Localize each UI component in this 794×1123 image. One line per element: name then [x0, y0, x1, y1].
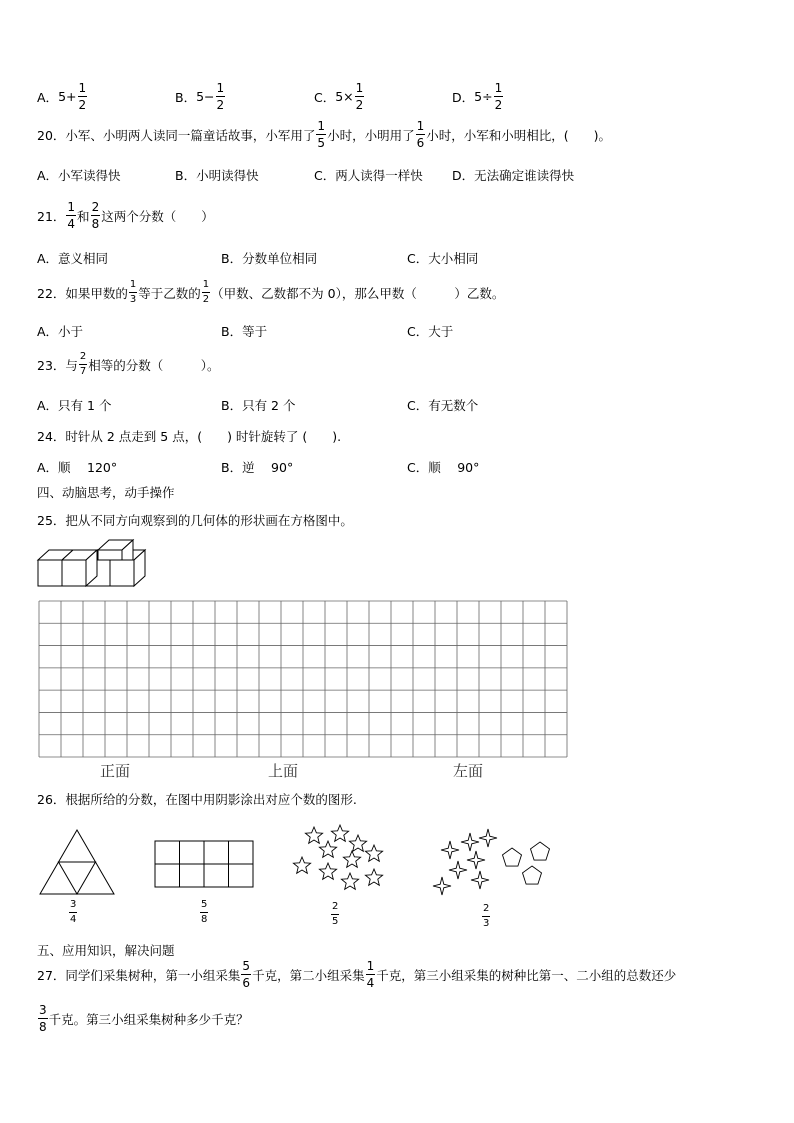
fraction: $\frac{2}{7}$ [79, 351, 87, 377]
fraction: $\frac{1}{5}$ [317, 119, 326, 150]
stars-and-pentagons-figure[interactable] [432, 826, 558, 898]
q23-stem: 23．与 $\frac{2}{7}$ 相等的分数（ ）。 [37, 351, 220, 377]
fraction: $\frac{1}{4}$ [67, 200, 76, 231]
q20-option-b[interactable]: B．小明读得快 [175, 168, 259, 183]
fraction: $\frac{3}{8}$ [39, 1003, 47, 1034]
four-point-star-icon [479, 829, 497, 847]
four-point-star-icon [461, 833, 479, 851]
q25-stem: 25．把从不同方向观察到的几何体的形状画在方格图中。 [37, 513, 353, 528]
four-point-star-icon [467, 851, 485, 869]
grid-label-front: 正面 [100, 764, 131, 780]
star-icon [331, 825, 348, 841]
fraction: $\frac{1}{2}$ [78, 81, 87, 112]
fraction: $\frac{1}{2}$ [494, 81, 503, 112]
q21-stem: 21． $\frac{1}{4}$ 和 $\frac{2}{8}$ 这两个分数（ ） [37, 200, 214, 231]
q20-option-a[interactable]: A．小军读得快 [37, 168, 121, 183]
fraction: $\frac{1}{4}$ [366, 959, 375, 990]
fraction: $\frac{1}{6}$ [416, 119, 425, 150]
q19-option-c[interactable]: C． 5× $\frac{1}{2}$ [314, 81, 364, 112]
pentagon-icon [523, 866, 542, 884]
section-heading-4: 四、动脑思考，动手操作 [37, 485, 175, 500]
star-icon [365, 869, 382, 885]
fraction: $\frac{1}{2}$ [202, 279, 210, 305]
four-point-star-icon [449, 861, 467, 879]
four-point-star-icon [441, 841, 459, 859]
pentagon-icon [531, 842, 550, 860]
section-heading-5: 五、应用知识，解决问题 [37, 943, 175, 958]
fraction: $\frac{1}{2}$ [216, 81, 225, 112]
q26-fraction-1: $\frac{3}{4}$ [70, 899, 77, 925]
star-icon [319, 841, 336, 857]
fraction: $\frac{1}{2}$ [355, 81, 364, 112]
q22-option-b[interactable]: B．等于 [221, 324, 268, 339]
four-point-star-icon [471, 871, 489, 889]
q20-stem: 20．小军、小明两人读同一篇童话故事，小军用了 $\frac{1}{5}$ 小时，小明用了 $\frac{1}{6}$ 小时，小军和小明相比，( )。 [37, 119, 611, 150]
triangle-figure[interactable] [38, 828, 116, 896]
q22-stem: 22．如果甲数的 $\frac{1}{3}$ 等于乙数的 $\frac{1}{2}$ （甲数、乙数都不为 0），那么甲数（ ）乙数。 [37, 279, 505, 305]
q24-option-b[interactable]: B．逆 90° [221, 460, 294, 475]
q23-option-c[interactable]: C．有无数个 [407, 398, 479, 413]
fraction: $\frac{1}{3}$ [129, 279, 137, 305]
q26-fraction-3: $\frac{2}{5}$ [332, 901, 339, 927]
q21-option-b[interactable]: B．分数单位相同 [221, 251, 318, 266]
q19-option-d[interactable]: D． 5÷ $\frac{1}{2}$ [452, 81, 503, 112]
star-icon [341, 873, 358, 889]
fraction: $\frac{5}{6}$ [242, 959, 251, 990]
q23-option-a[interactable]: A．只有 1 个 [37, 398, 112, 413]
pentagon-icon [503, 848, 522, 866]
q19-option-b[interactable]: B． 5− $\frac{1}{2}$ [175, 81, 225, 112]
star-icon [305, 827, 322, 843]
four-point-star-icon [433, 877, 451, 895]
q26-fraction-2: $\frac{5}{8}$ [201, 899, 208, 925]
q23-option-b[interactable]: B．只有 2 个 [221, 398, 296, 413]
q24-option-a[interactable]: A．顺 120° [37, 460, 118, 475]
stars-figure[interactable] [288, 822, 388, 900]
star-icon [343, 851, 360, 867]
q27-stem-line2: $\frac{3}{8}$ 千克。第三小组采集树种多少千克？ [39, 1003, 249, 1034]
q22-option-a[interactable]: A．小于 [37, 324, 84, 339]
star-icon [349, 835, 366, 851]
q21-option-c[interactable]: C．大小相同 [407, 251, 479, 266]
q24-option-c[interactable]: C．顺 90° [407, 460, 480, 475]
q22-option-c[interactable]: C．大于 [407, 324, 454, 339]
star-icon [319, 863, 336, 879]
q26-fraction-4: $\frac{2}{3}$ [483, 903, 490, 929]
drawing-grid[interactable] [38, 600, 568, 758]
grid-label-left: 左面 [453, 764, 484, 780]
q27-stem: 27．同学们采集树种，第一小组采集 $\frac{5}{6}$ 千克，第二小组采集 $\frac{1}{4}$ 千克，第三小组采集的树种比第一、二小组的总数还少 [37, 959, 677, 990]
rectangle-grid-figure[interactable] [154, 840, 254, 890]
q20-option-c[interactable]: C．两人读得一样快 [314, 168, 423, 183]
star-icon [365, 845, 382, 861]
q21-option-a[interactable]: A．意义相同 [37, 251, 109, 266]
q26-stem: 26．根据所给的分数，在图中用阴影涂出对应个数的图形. [37, 792, 357, 807]
cube-figure [36, 538, 156, 590]
fraction: $\frac{2}{8}$ [91, 200, 100, 231]
q19-option-a[interactable]: A． 5+ $\frac{1}{2}$ [37, 81, 87, 112]
q24-stem: 24．时针从 2 点走到 5 点，( ) 时针旋转了 ( ). [37, 429, 342, 444]
q20-option-d[interactable]: D．无法确定谁读得快 [452, 168, 575, 183]
grid-label-top: 上面 [268, 764, 299, 780]
star-icon [293, 857, 310, 873]
